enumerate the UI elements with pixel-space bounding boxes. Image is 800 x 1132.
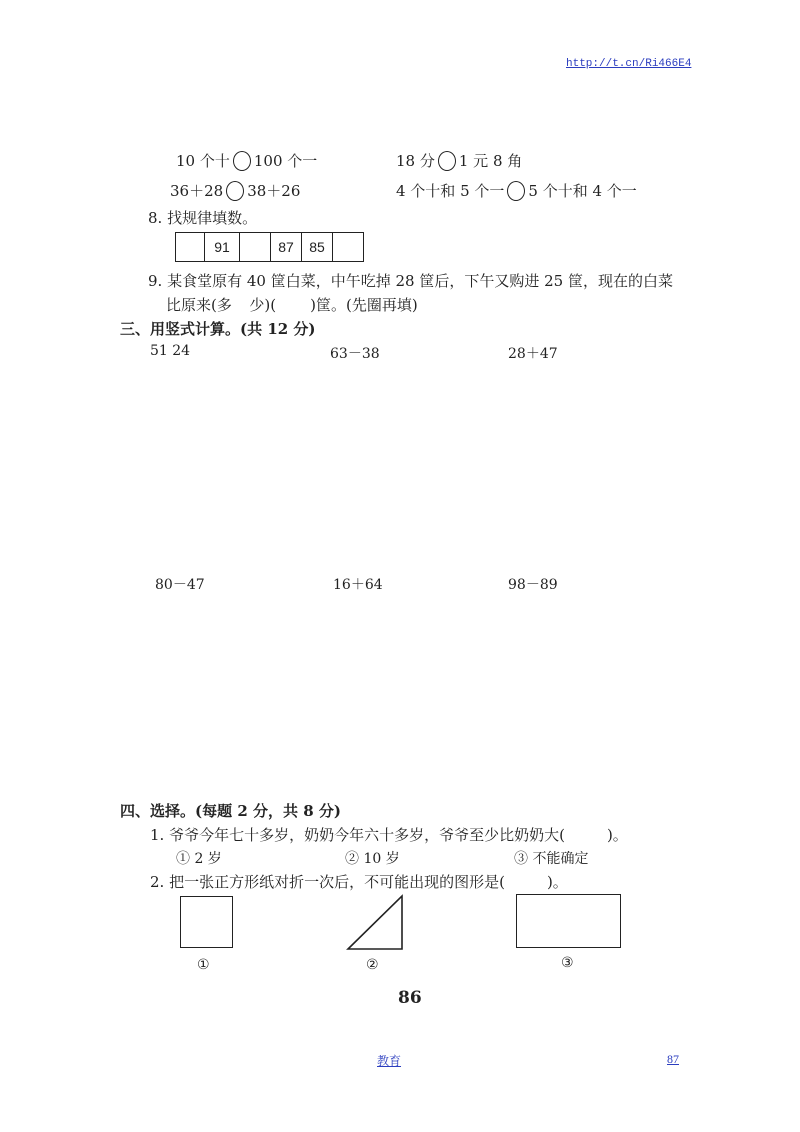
rectangle-shape (516, 894, 621, 948)
q9-text: 少)( (249, 296, 277, 314)
shape-label: ③ (561, 955, 574, 971)
compare-text: 36＋28 (170, 182, 224, 200)
compare-text: 100 个一 (253, 152, 318, 170)
s4-q2 (150, 871, 568, 892)
q9-text: )筐。(先圈再填) (310, 296, 418, 314)
s4-q1 (150, 824, 628, 845)
sequence-cell (333, 233, 363, 261)
s4-q1-option: ② 10 岁 (345, 851, 400, 867)
shape-label: ② (366, 957, 379, 973)
calc-problem: 51 24 (150, 343, 191, 359)
q8-label: 8. 找规律填数。 (148, 209, 258, 227)
compare-circle-blank (438, 151, 456, 171)
compare-row1-right (396, 150, 522, 171)
footer-link-right[interactable]: 87 (667, 1052, 679, 1066)
sequence-cell (240, 233, 271, 261)
page-number: 86 (398, 988, 422, 1008)
q9-line2 (166, 294, 418, 315)
number-sequence-box (175, 232, 364, 262)
compare-circle-blank (233, 151, 251, 171)
compare-text: 4 个十和 5 个一 (396, 182, 505, 200)
calc-problem: 16＋64 (333, 577, 383, 593)
s4-q2-text: 2. 把一张正方形纸对折一次后，不可能出现的图形是( (150, 873, 505, 891)
q9-line1: 9. 某食堂原有 40 筐白菜，中午吃掉 28 筐后，下午又购进 25 筐，现在的白菜 (148, 272, 673, 290)
s4-q1-text: 1. 爷爷今年七十多岁，奶奶今年六十多岁，爷爷至少比奶奶大( (150, 826, 565, 844)
compare-row1-left (176, 150, 317, 171)
shape-label: ① (197, 957, 210, 973)
triangle-shape (345, 894, 405, 952)
compare-row2-left (170, 180, 300, 201)
s4-q1-option: ① 2 岁 (176, 851, 222, 867)
calc-problem: 63－38 (330, 346, 380, 362)
footer-link-left[interactable]: 教育 (377, 1054, 402, 1068)
header-link[interactable]: http://t.cn/Ri466E4 (566, 58, 692, 70)
compare-text: 1 元 8 角 (458, 152, 523, 170)
compare-row2-right (396, 180, 637, 201)
sequence-cell: 87 (271, 233, 302, 261)
compare-circle-blank (507, 181, 525, 201)
sequence-cell: 91 (205, 233, 240, 261)
section3-title: 三、用竖式计算。(共 12 分) (120, 320, 316, 338)
compare-text: 10 个十 (176, 152, 230, 170)
compare-text: 38＋26 (247, 182, 301, 200)
s4-q1-option: ③ 不能确定 (514, 851, 589, 867)
square-shape (180, 896, 233, 948)
sequence-cell: 85 (302, 233, 333, 261)
sequence-cell (176, 233, 205, 261)
section4-title: 四、选择。(每题 2 分，共 8 分) (120, 802, 341, 820)
compare-text: 18 分 (396, 152, 435, 170)
s4-q2-end: )。 (546, 873, 568, 891)
calc-problem: 28＋47 (508, 346, 558, 362)
compare-circle-blank (226, 181, 244, 201)
q9-text: 比原来(多 (166, 296, 232, 314)
calc-problem: 98－89 (508, 577, 558, 593)
triangle-outline (348, 896, 402, 949)
compare-text: 5 个十和 4 个一 (528, 182, 637, 200)
s4-q1-end: )。 (606, 826, 628, 844)
calc-problem: 80－47 (155, 577, 205, 593)
